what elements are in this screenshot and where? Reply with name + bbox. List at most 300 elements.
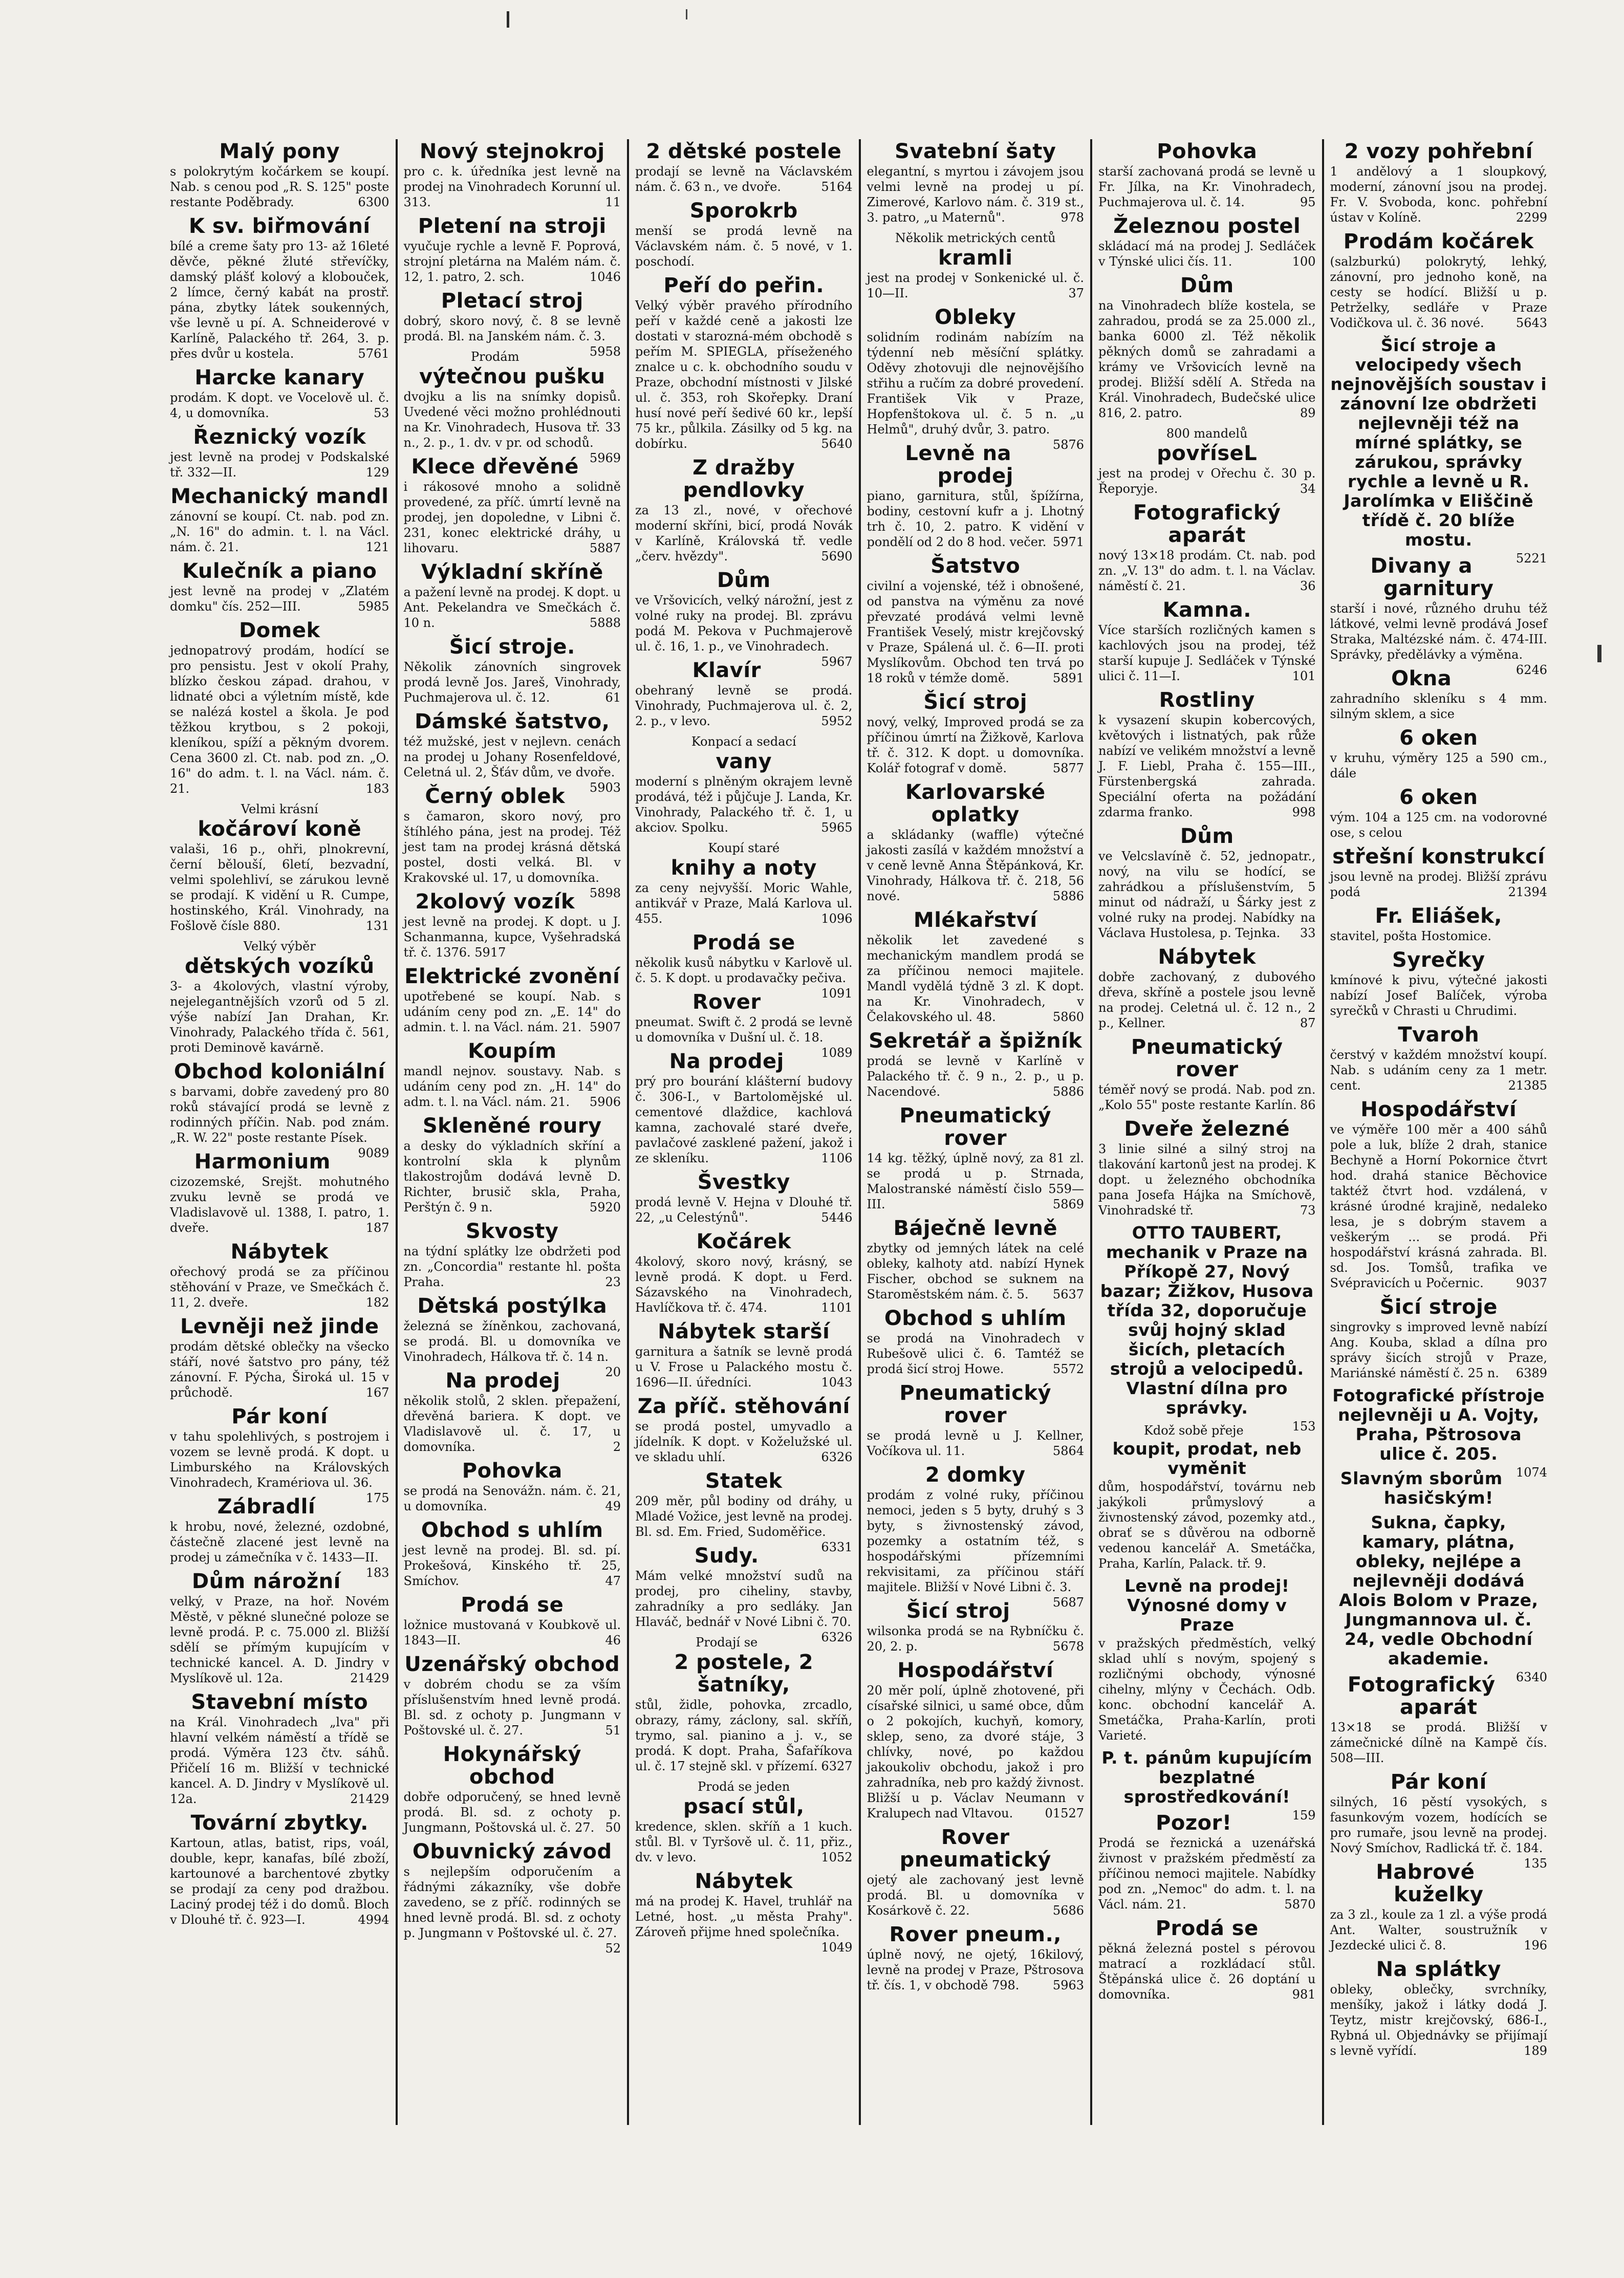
ad-body [867,1241,1085,1302]
ad-number: 5877 [1052,761,1084,775]
ad-body [1330,1794,1548,1871]
ad-body [403,1318,621,1379]
classified-ad [635,1779,853,1865]
ad-body [404,989,621,1035]
ad-heading: Habrové kuželky [1376,1860,1484,1906]
ad-preheading: Prodám [470,350,519,364]
classified-ad [635,1050,853,1166]
ad-body [170,1174,389,1235]
ad-body [867,164,1085,225]
ad-heading: Pneumatický rover [899,1104,1052,1150]
ad-heading: Šicí stroje. [449,635,575,659]
ad-text: vým. 104 a 125 cm. na vodorovné ose, s celou [1330,810,1547,840]
ad-body [1330,928,1548,944]
ad-text: vyučuje rychle a levně F. Poprová, strojní pletárna na Malém nám. č. 12, 1. patro, 2. sch. [403,239,621,284]
ad-text: jest levně na prodej. Bl. sd. pí. Prokešová, Kinského tř. 25, Smíchov. [403,1543,621,1588]
classified-ad [635,569,853,669]
ad-heading: Dům [717,569,771,592]
ad-body [1330,164,1548,225]
ad-heading: Divany a garnitury [1370,554,1494,600]
ad-text: jest levně na prodej v Podskalské tř. 332—II. [170,450,389,480]
classified-ad [867,909,1085,1025]
ad-heading: Svatební šaty [895,140,1056,163]
ad-heading: koupit, prodat, neb vyměnit [1112,1439,1302,1478]
ad-preheading: Konpací a sedací [691,734,796,749]
ad-body [867,1428,1085,1459]
ad-body [170,841,389,934]
ad-body [867,1331,1085,1377]
ad-heading: 2 dětské postele [646,140,842,163]
ad-heading: Obleky [935,306,1016,329]
ad-body [170,979,389,1055]
classified-ad [1098,502,1316,594]
ad-number: 5891 [1052,671,1084,685]
classified-ad [403,349,621,465]
classified-ad [170,140,389,210]
ad-number: 33 [1300,926,1316,940]
ad-number: 5572 [1052,1362,1084,1376]
ad-text: a pažení levně na prodej. K dopt. u Ant. Pekelandra ve Smečkách č. 10 n. [403,585,621,630]
ad-preheading: Několik metrických centů [895,231,1056,245]
ad-number: 159 [1292,1808,1316,1823]
ad-number: 47 [605,1574,621,1588]
ad-heading: Klece dřevěné [411,455,579,479]
ad-heading: dětských vozíků [184,954,375,978]
classified-ad [404,455,621,556]
ad-heading: Levně na prodej [905,442,1013,488]
ad-body [635,1195,853,1225]
ad-body [170,1715,389,1807]
ad-text: Více starších rozličných kamen s kachlových jsou na prodej, též starší kupuje J. Sedláček v Týnské ulici č. 11—I. [1098,623,1316,683]
classified-ad [170,560,389,614]
classified-ad [1098,140,1316,210]
print-mark [507,11,509,28]
ad-number: 5907 [589,1020,621,1034]
classified-ad [635,1395,853,1465]
ad-text: solidním rodinám nabízím na týdenní neb měsíční splátky. Oděvy zhotovuji dle nejnovějšího střihu a ručím za dobré provedení. František Vik v Praze, Hopfenštokova ul. č. 5 n. „u Helmů", druhý dvůr, 3. patro. [867,330,1084,437]
ad-heading: Kulečník a piano [182,559,377,583]
ad-heading: Harmonium [194,1150,331,1174]
ad-number: 998 [1292,805,1316,819]
ad-text: ojetý ale zachovaný jest levně prodá. Bl. u domovníka v Kosárkově č. 22. [867,1873,1084,1918]
ad-text: úplně nový, ne ojetý, 16kilový, levně na prodej v Praze, Pštrosova tř. čís. 1, v obchodě 798. [867,1947,1084,1992]
classified-ad [635,1870,853,1955]
ad-heading: Prodá se [692,931,795,954]
ad-body [404,1393,621,1455]
ad-number: 5898 [589,886,621,900]
ad-text: (salzburkú) polokrytý, lehký, zánovní, pro jednoho koně, na cesty se hodící. Bližší u p. Petrželky, sedláře v Praze Vodičkova ul. č. 36 nové. [1330,254,1547,330]
ad-heading: Obchod s uhlím [884,1307,1067,1330]
ad-body [867,1487,1085,1610]
ad-body [404,1064,621,1110]
ad-heading: Sporokrb [689,199,798,223]
ad-body [404,1617,621,1648]
ad-body [170,1264,389,1310]
classified-ad [403,785,621,900]
ad-number: 9037 [1515,1276,1547,1290]
ad-number: 5869 [1052,1197,1084,1211]
ad-heading: Kočárek [696,1230,791,1253]
ad-number: 5876 [1052,438,1084,452]
classified-ad [867,1659,1085,1821]
ad-heading: Sudy. [694,1544,759,1568]
ad-body [403,389,621,465]
ad-text: též mužské, jest v nejlevn. cenách na prodej u Johany Rosenfeldové, Celetná ul. 2, Šťáv dům, ve dvoře. [403,734,621,779]
ad-body [867,714,1085,776]
ad-heading: Peří do peřin. [663,274,825,297]
ad-text: singrovky s improved levně nabízí Ang. Kouba, sklad a dílna pro správy šicích strojů v Praze, Mariánské náměstí č. 25 n. [1330,1320,1547,1380]
ad-body [1098,1941,1316,2002]
ad-heading: Elektrické zvonění [404,965,620,988]
ad-number: 1049 [821,1940,853,1955]
ad-number: 01527 [1045,1806,1084,1820]
ad-heading: Dámské šatstvo, [415,710,610,733]
classified-ad [1330,335,1548,566]
ad-number: 196 [1524,1938,1547,1952]
ad-heading: 6 oken [1399,786,1478,809]
ad-body [1098,1835,1316,1912]
ad-text: Velký výběr pravého přírodního peří v každé ceně a jakosti lze dostati v starozná-mém obchodě s peřím M. SPIEGLA, příseženého znalce u c. k. obchodního soudu v Praze, obchodní místnosti v Jilské ul. č. 353, roh Skořepky. Draní husí nové peří šedivé 60 kr., lepší 75 kr., půlkila. Zásilky od 5 kg. na dobírku. [635,298,853,451]
ad-text: prý pro bourání klášterní budovy č. 306-I., v Bartolomějské ul. cementové dlaždice, kachlová kamna, zachovalé staré dveře, pavlačové zasklené pažení, jakož i ze skleníku. [635,1074,853,1165]
ad-body [1330,1122,1548,1291]
classified-ad [1330,1958,1548,2058]
ad-text: dobře odporučený, se hned levně prodá. Bl. sd. z ochoty p. Jungmann, Poštovská ul. č. 27. [403,1790,621,1835]
ad-body [170,238,389,361]
classified-ad [635,734,853,835]
ad-number: 36 [1300,579,1316,593]
ad-heading: Slavným sborům hasičským! [1340,1468,1503,1508]
ad-heading: 2kolový vozík [415,890,575,914]
ad-number: 46 [605,1633,621,1647]
ad-number: 6300 [358,195,389,209]
ad-heading: Dům nárožní [191,1570,341,1593]
ad-number: 1101 [821,1300,853,1315]
ad-heading: psací stůl, [683,1795,805,1818]
classified-ad [404,1115,621,1215]
ad-number: 6331 [821,1540,853,1554]
ad-body [404,914,621,960]
ad-text: s barvami, dobře zavedený pro 80 roků stávající prodá se levně z rodinných příčin. Nab. pod znám. „R. W. 22" poste restante Písek. [170,1084,389,1145]
ad-number: 1106 [821,1151,853,1165]
ad-text: prodám z volné ruky, příčinou nemoci, jeden s 5 byty, druhý s 3 byty, s živnostenský závod, pozemky a ostatním též, s hospodářskými přízemními rekvisitami, za příčinou stáří majitele. Bližší v Nové Libni č. 3. [867,1488,1084,1594]
ad-body [404,479,621,556]
classified-ad [403,1840,621,1956]
ad-heading: Levně na prodej! Výnosné domy v Praze [1124,1576,1290,1635]
ad-number: 1052 [821,1850,853,1864]
ad-body [1330,691,1548,722]
ad-body [635,1697,853,1774]
classified-ad [1098,1423,1316,1571]
ad-body [867,330,1085,452]
ad-number: 1074 [1515,1465,1547,1480]
classified-ad [1330,1674,1548,1766]
ad-heading: Obchod s uhlím [421,1518,603,1542]
ad-body [170,390,389,421]
ad-heading: Rover pneumatický [899,1826,1051,1872]
ad-body [635,1493,853,1554]
ad-preheading: Velký výběr [243,939,316,953]
ad-number: 175 [365,1491,389,1505]
classified-ad [1330,786,1548,840]
ad-number: 5870 [1284,1897,1316,1912]
ad-heading: Tvaroh [1398,1023,1480,1047]
classified-ad [403,1294,621,1379]
ad-heading: Malý pony [219,140,340,163]
ad-text: za 13 zl., nové, v ořechové moderní skříni, bicí, prodá Novák v Karlíně, Královská tř. vedle „červ. hvězdy". [635,503,853,563]
ad-heading: Fotografický aparát [1133,501,1281,547]
ad-text: Prodá se řeznická a uzenářská živnost v pražském předměstí za příčinou nemoci majitele. Nabídky pod zn. „Nemoc" do adm. t. l. na Václ. nám. 21. [1098,1836,1316,1912]
ad-body [635,1014,853,1060]
ad-heading: Fotografické přístroje nejlevněji u A. Vojty, Praha, Pštrosova ulice č. 205. [1332,1385,1545,1464]
ad-body [170,509,389,555]
classified-ad [170,801,389,934]
ad-text: pneumat. Swift č. 2 prodá se levně u domovníka v Dušní ul. č. 18. [635,1015,853,1045]
ad-text: 209 měr, půl bodiny od dráhy, u Mladé Vožice, jest levně na prodej. Bl. sd. Em. Fried, Sudoměřice. [635,1494,853,1539]
classified-ad [404,1653,621,1738]
ad-text: k vysazení skupin kobercových, květových i listnatých, pak růže nabízí ve velikém množství a levně J. F. Liebl, Praha č. 155—III., Fürstenbergská zahrada. Speciální oferta na požádání zdarma franko. [1098,713,1316,819]
ad-text: na Vinohradech blíže kostela, se zahradou, prodá se za 25.000 zl., banka 6000 zl. Též několik pěkných domů se zahradami a krámy ve Vršovicích levně na prodej. Bližší sdělí A. Středa na Král. Vinohradech, Budečské ulice 816, 2. patro. [1098,298,1316,420]
ad-body [1330,1982,1548,2058]
ad-text: jest levně na prodej. K dopt. u J. Schanmanna, kupce, Vyšehradská tř. č. 1376. 5917 [403,915,621,960]
classified-ad [635,200,853,269]
classified-ad [1330,949,1548,1018]
classified-ad [1330,1098,1548,1291]
ad-number: 5864 [1052,1444,1084,1458]
classified-ad [635,274,853,451]
ad-text: 13×18 se prodá. Bližší v zámečnické dílně na Kampě čís. 508—III. [1330,1720,1547,1765]
ad-number: 5952 [821,714,853,728]
ad-number: 89 [1300,406,1316,420]
ad-text: pro c. k. úředníka jest levně na prodej na Vinohradech Korunní ul. 313. [403,164,621,209]
ad-number: 95 [1300,195,1316,209]
ad-heading: Prodá se [1155,1917,1259,1940]
ad-number: 6246 [1515,663,1547,677]
classified-ad [404,891,621,960]
classified-ad [635,1230,853,1315]
classified-ad [1098,426,1316,496]
ad-heading: Na prodej [445,1369,560,1393]
ad-body [635,1074,853,1166]
ad-text: Kartoun, atlas, batist, rips, voál, double, kepr, kanafas, bílé zboží, kartounové a barchentové zbytky se prodají za ceny pod dražbou. Laciný prodej též i do domů. Bloch v Dlouhé tř. č. 923—I. [170,1836,389,1927]
classified-ad [404,140,621,210]
ad-text: několik let zavedené s mechanickým mandlem prodá se za příčinou nemoci majitele. Mandl vydělá týdně 3 zl. K dopt. na Kr. Vinohradech, v Čelakovského ul. 48. [867,933,1084,1024]
ad-text: zánovní se koupí. Ct. nab. pod zn. „N. 16" do admin. t. l. na Václ. nám. č. 21. [170,509,389,554]
ad-heading: Skleněné roury [422,1114,602,1138]
ad-number: 5446 [821,1210,853,1225]
ad-body [170,1084,389,1160]
ad-heading: Statek [705,1469,783,1493]
ad-body [403,809,621,900]
ad-text: zbytky od jemných látek na celé obleky, kalhoty atd. nabízí Hynek Fischer, obchod se suknem na Staroměstském nám. č. 5. [867,1241,1084,1301]
ad-number: 5221 [1515,551,1547,566]
ad-heading: Pohovka [462,1459,562,1483]
ad-number: 5678 [1052,1639,1084,1654]
ad-number: 5886 [1052,889,1084,903]
classified-ad [404,1040,621,1110]
ad-heading: Obchod koloniální [174,1060,385,1083]
ad-number: 6389 [1515,1366,1547,1380]
ad-body [404,1244,621,1290]
ad-heading: Pneumatický rover [899,1381,1052,1427]
ad-heading: Syrečky [1392,948,1485,972]
ad-heading: Hospodářství [897,1659,1054,1682]
classified-ad [404,1594,621,1648]
ad-number: 5906 [589,1095,621,1109]
classified-ad [404,1519,621,1589]
ad-text: garnitura a šatník se levně prodá u V. Frose u Palackého mostu č. 1696—II. úředníci. [635,1344,853,1390]
ad-text: na Král. Vinohradech „lva" při hlavní velkém náměstí a třídě se prodá. Výměra 123 čtv. sáhů. Přičelí 16 m. Bližší v technické kancel. A. D. Jindry v Myslíkově ul. 12a. [170,1715,389,1806]
classified-ad [404,636,621,705]
ad-number: 5687 [1052,1595,1084,1610]
ad-number: 61 [605,690,621,705]
classified-ad [635,659,853,729]
ad-body [1330,1907,1548,1953]
classified-ad [635,1635,853,1774]
ad-body [1330,601,1548,677]
ad-heading: Mlékařství [913,908,1037,932]
ad-body [1330,869,1548,900]
ad-text: skládací má na prodej J. Sedláček v Týnské ulici čís. 11. [1098,239,1316,269]
ad-number: 5958 [589,344,621,359]
ad-body [170,643,389,796]
classified-ad [1098,1036,1316,1113]
ad-heading: Obuvnický závod [412,1840,612,1863]
ad-text: jest na prodej v Sonkenické ul. č. 10—II. [867,271,1084,300]
classified-columns [164,139,1553,2125]
ad-body [1098,1082,1316,1113]
ad-preheading: Velmi krásní [241,802,318,816]
ad-number: 5640 [821,437,853,451]
ad-body [1330,254,1548,331]
classified-ad [1330,1024,1548,1093]
ad-number: 5887 [589,541,621,555]
ad-text: kmínové k pivu, výtečné jakosti nabízí Josef Balíček, výroba syrečků v Chrasti u Chrudimi. [1330,973,1547,1018]
ad-text: v kruhu, výměry 125 a 590 cm., dále [1330,751,1547,780]
ad-number: 52 [605,1941,621,1956]
ad-text: kredence, sklen. skříň a 1 kuch. stůl. Bl. v Tyršově ul. č. 11, přiz., dv. v levo. [635,1819,853,1864]
ad-text: železná se žíněnkou, zachovaná, se prodá. Bl. u domovníka ve Vinohradech, Hálkova tř. č. 14 n. [403,1319,621,1364]
ad-number: 4994 [358,1913,389,1927]
ad-heading: Fr. Eliášek, [1375,904,1502,928]
ad-body [1098,238,1316,269]
ad-body [635,1894,853,1955]
classified-ad [1330,140,1548,225]
classified-ad [867,1030,1085,1099]
ad-heading: Nábytek [230,1240,329,1264]
ad-body [170,449,389,480]
ad-number: 1046 [589,270,621,284]
ad-text: 20 měr polí, úplně zhotovené, při císařské silnici, u samé obce, dům o 2 pokojích, kuchyň, komory, sklep, seno, za dvoré stáje, 3 chlívky, nové, po každou jakoukoliv obchodu, jakož i pro zahradníka, neb pro každý živnost. Bližší u p. Václav Neumann v Kralupech nad Vltavou. [867,1683,1084,1820]
ad-number: 53 [373,406,389,420]
classified-ad [404,561,621,631]
ad-text: wilsonka prodá se na Rybníčku č. 20, 2. p. [867,1624,1084,1654]
ad-heading: Na prodej [669,1050,784,1073]
ad-preheading: Koupí staré [708,841,780,855]
ad-heading: kramli [938,246,1013,270]
ad-body [635,1419,853,1465]
classified-ad [170,1570,389,1686]
ad-text: jest na prodej v Ořechu č. 30 p. Řeporyje. [1098,466,1316,496]
ad-body [1330,810,1548,840]
ad-text: ložnice mustovaná v Koubkově ul. 1843—II. [403,1618,621,1647]
ad-text: starší zachovaná prodá se levně u Fr. Jílka, na Kr. Vinohradech, Puchmajerova ul. č. 14. [1098,164,1316,209]
ad-text: zahradního skleníku s 4 mm. silným sklem, a sice [1330,691,1547,721]
ad-number: 1096 [821,912,853,926]
ad-number: 5965 [821,820,853,835]
classified-ad [1330,905,1548,944]
ad-body [404,164,621,210]
classified-ad [170,1315,389,1400]
classified-ad [1330,230,1548,331]
ad-body [170,1594,389,1686]
ad-body [1098,712,1316,820]
ad-heading: Rover [692,990,761,1014]
ad-heading: Šicí stroje [1379,1295,1498,1319]
ad-body [404,1483,621,1514]
ad-body [404,659,621,705]
ad-preheading: Prodají se [696,1635,758,1650]
ad-heading: výtečnou pušku [419,365,605,388]
ad-body [867,488,1085,550]
classified-ad [635,140,853,194]
ad-number: 5761 [358,346,389,361]
ad-text: se prodá na Vinohradech v Rubešově ulici č. 6. Tamtéž se prodá šicí stroj Howe. [867,1331,1084,1376]
ad-number: 5969 [589,451,621,465]
ad-body [635,880,853,926]
ad-number: 5920 [589,1200,621,1214]
ad-body [867,1053,1085,1099]
ad-text: čerstvý v každém množství koupí. Nab. s udáním ceny za 1 metr. cent. [1330,1048,1547,1093]
ad-text: se prodá levně u J. Kellner, Vočíkova ul. 11. [867,1428,1084,1458]
classified-ad [1330,1861,1548,1953]
ad-heading: Prodám kočárek [1343,230,1534,253]
ad-body [170,1835,389,1927]
ad-body [170,1339,389,1400]
classified-ad [170,1405,389,1505]
ad-heading: K sv. biřmování [188,214,371,238]
ad-text: pěkná železná postel s pérovou matrací a rozkládací stůl. Štěpánská ulice č. 26 doptání u domovníka. [1098,1941,1316,2002]
ad-number: 5888 [589,616,621,630]
ad-body [1330,750,1548,781]
ad-heading: Nábytek [695,1870,793,1893]
ad-text: a skládanky (waffle) výtečné jakosti zasílá v každém množství a v ceně levně Anna Štěpánková, Kr. Vinohrady, Hálkova tř. č. 218, 56 nové. [867,828,1084,903]
ad-heading: Rover pneum., [889,1923,1062,1946]
classified-ad [404,1220,621,1290]
ad-heading: Dům [1180,274,1234,297]
ad-body [1098,1141,1316,1218]
ad-body [635,774,853,835]
ad-heading: Pozor! [1156,1811,1232,1835]
ad-heading: knihy a noty [670,856,817,880]
column-5 [1090,139,1322,2125]
ad-heading: Šatstvo [930,554,1021,578]
ad-body [170,583,389,614]
ad-heading: Šicí stroje a velocipedy všech nejnovějších soustav i zánovní lze obdržeti nejlevněji též na mírné splátky, se zárukou, správky rychle a levně u R. Jarolímka v Eliščině třídě č. 20 blíže mostu. [1330,335,1547,550]
ad-number: 2 [613,1440,621,1454]
ad-text: elegantní, s myrtou i závojem jsou velmi levně na prodej u pí. Zimerové, Karlovo nám. č. 319 st., 3. patro, „u Maternů". [867,164,1084,225]
classified-ad [867,555,1085,686]
ad-body [635,1344,853,1390]
ad-number: 73 [1300,1203,1316,1218]
ad-body [170,1519,389,1580]
ad-body [403,1864,621,1956]
ad-body [404,1789,621,1835]
ad-body [404,238,621,285]
ad-number: 183 [365,782,389,796]
ad-number: 978 [1060,210,1084,225]
classified-ad [1330,845,1548,900]
classified-ad [170,426,389,480]
